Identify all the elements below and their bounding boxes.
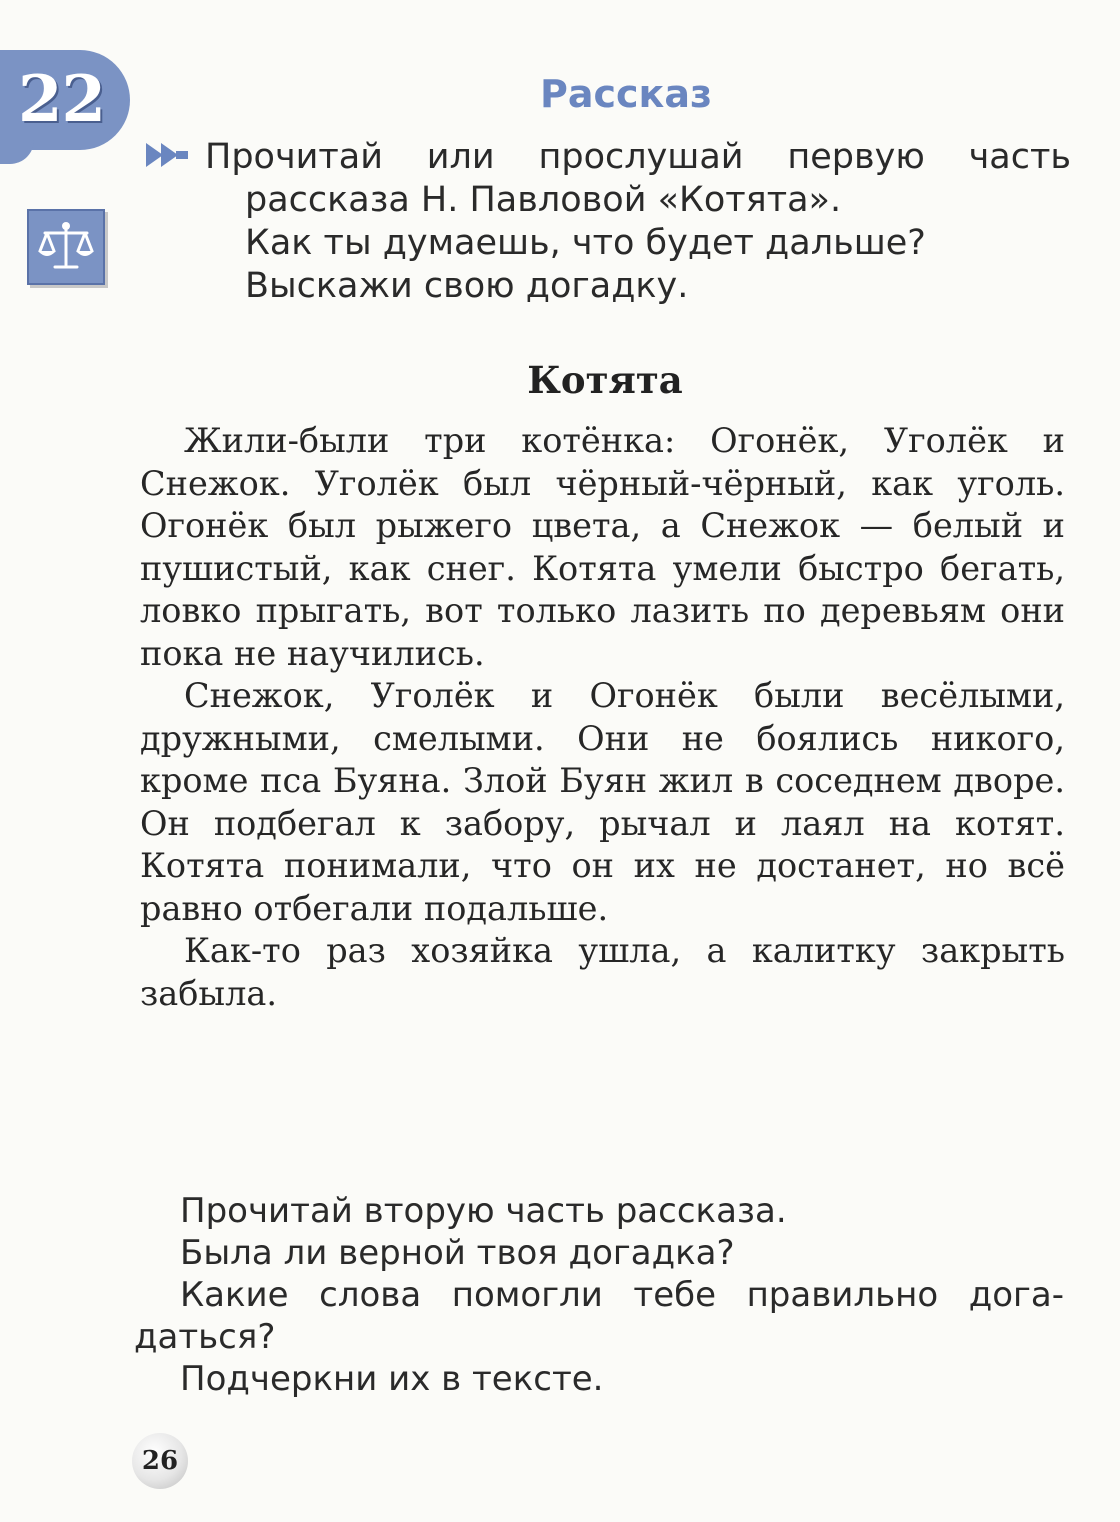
lesson-number: 22	[18, 62, 106, 137]
story-text	[140, 420, 1065, 1015]
instruction-word: часть	[968, 137, 1071, 177]
instruction-line-1	[205, 136, 1071, 179]
task-instructions	[205, 136, 1075, 308]
double-arrow-icon	[146, 140, 190, 170]
question-2: Была ли верной твоя догадка?	[180, 1233, 735, 1273]
follow-up-questions	[134, 1190, 1064, 1400]
instruction-word: прослушай	[538, 137, 744, 177]
story-title: Котята	[527, 358, 683, 402]
instruction-line-4: Выскажи свою догадку.	[245, 266, 689, 306]
lesson-number-badge	[0, 50, 136, 160]
instruction-word: или	[426, 137, 495, 177]
page-number: 26	[132, 1433, 188, 1489]
story-paragraph: Жили-были три котёнка: Огонёк, Уголёк и Снежок. Уголёк был чёрный-чёрный, как уголь. Огонёк был рыжего цвета, а Снежок — белый и пушистый, как снег. Котята умели быстро бегать, ловко прыгать, вот только лазить по деревьям они пока не научились.	[140, 421, 1065, 673]
story-paragraph: Снежок, Уголёк и Огонёк были весёлыми, дружными, смелыми. Они не боялись никого, кроме пса Буяна. Злой Буян жил в соседнем дворе. Он подбегал к забору, рычал и лаял на котят. Котята понимали, что он их не достанет, но всё равно отбегали подальше.	[140, 676, 1065, 928]
question-4: Подчеркни их в тексте.	[180, 1359, 604, 1399]
instruction-word: первую	[787, 137, 925, 177]
instruction-word: Прочитай	[205, 137, 383, 177]
story-paragraph: Как-то раз хозяйка ушла, а калитку закрыть забыла.	[140, 931, 1065, 1013]
question-1: Прочитай вторую часть рассказа.	[180, 1191, 787, 1231]
lesson-badge-tail	[0, 140, 34, 164]
question-3: Какие слова помогли тебе правильно догадаться?	[134, 1275, 1064, 1357]
scales-icon	[27, 209, 105, 285]
instruction-line-3: Как ты думаешь, что будет дальше?	[245, 223, 926, 263]
instruction-line-2: рассказа Н. Павловой «Котята».	[245, 180, 842, 220]
section-title: Рассказ	[540, 72, 713, 116]
